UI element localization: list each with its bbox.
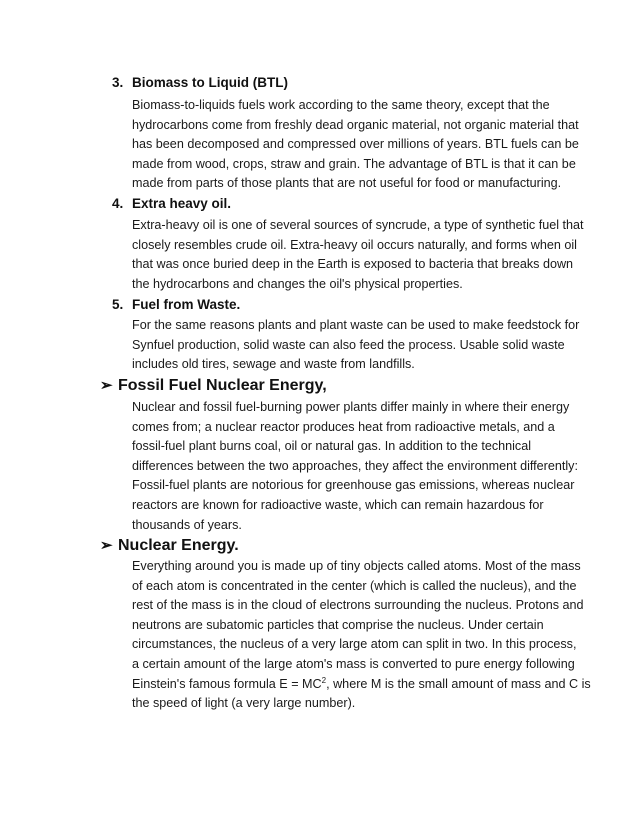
paragraph-line: the hydrocarbons and changes the oil's physical properties. xyxy=(132,276,463,291)
paragraph-line: comes from; a nuclear reactor produces heat from radioactive metals, and a xyxy=(132,419,555,434)
paragraph-line: Nuclear and fossil fuel-burning power plants differ mainly in where their energy xyxy=(132,400,570,414)
paragraph-line: rest of the mass is in the cloud of electrons surrounding the nucleus. Protons and xyxy=(132,598,584,613)
item-number: 4. xyxy=(112,196,124,211)
paragraph-line: the speed of light (a very large number). xyxy=(132,696,356,711)
paragraph-line: fossil-fuel plant burns coal, oil or natural gas. In addition to the technical xyxy=(132,439,532,454)
paragraph-line: includes old tires, sewage and waste from landfills. xyxy=(132,357,415,372)
item-number: 5. xyxy=(112,297,124,312)
item-paragraph-btl xyxy=(132,96,579,194)
paragraph-line: Fossil-fuel plants are notorious for greenhouse gas emissions, whereas nuclear xyxy=(132,478,575,493)
paragraph-line: reactors are known for radioactive waste, which can remain hazardous for xyxy=(132,497,544,512)
paragraph-line: of each atom is concentrated in the center (which is called the nucleus), and the xyxy=(132,578,577,593)
paragraph-line: made from wood, crops, straw and grain. The advantage of BTL is that it can be xyxy=(132,156,576,171)
paragraph-line: differences between the two approaches, they affect the environment differently: xyxy=(132,458,578,473)
arrow-bullet-icon: ➢ xyxy=(100,537,113,554)
paragraph-line: neutrons are subatomic particles that comprise the nucleus. Under certain xyxy=(132,617,544,632)
paragraph-line: closely resembles crude oil. Extra-heavy oil occurs naturally, and forms when oil xyxy=(132,237,577,252)
item-title: Biomass to Liquid (BTL) xyxy=(132,75,288,90)
item-title: Extra heavy oil. xyxy=(132,196,232,211)
formula-text-after: , where M is the small amount of mass and C is xyxy=(326,676,591,691)
item-number: 3. xyxy=(112,75,124,90)
section-heading-fossil-fuel-nuclear xyxy=(100,376,327,396)
paragraph-line: made from parts of those plants that are not useful for food or manufacturing. xyxy=(132,176,562,191)
item-title: Fuel from Waste. xyxy=(132,297,241,312)
formula-text: Einstein's famous formula E = MC xyxy=(132,676,322,691)
section-paragraph-fossil-fuel-nuclear xyxy=(132,398,578,535)
item-heading-extra-heavy-oil xyxy=(112,195,231,213)
paragraph-line: For the same reasons plants and plant waste can be used to make feedstock for xyxy=(132,318,580,332)
item-heading-btl xyxy=(112,74,288,92)
paragraph-line: Biomass-to-liquids fuels work according to the same theory, except that the xyxy=(132,98,550,112)
paragraph-line: Synfuel production, solid waste can also feed the process. Usable solid waste xyxy=(132,337,565,352)
item-paragraph-extra-heavy-oil xyxy=(132,216,584,294)
paragraph-line: hydrocarbons come from freshly dead organic material, not organic material that xyxy=(132,117,579,132)
paragraph-line: Everything around you is made up of tiny objects called atoms. Most of the mass xyxy=(132,559,581,573)
arrow-bullet-icon: ➢ xyxy=(100,377,113,394)
item-paragraph-fuel-from-waste xyxy=(132,316,580,375)
section-title: Fossil Fuel Nuclear Energy, xyxy=(118,377,327,394)
paragraph-line: a certain amount of the large atom's mass is converted to pure energy following xyxy=(132,656,575,671)
section-heading-nuclear-energy xyxy=(100,536,239,556)
paragraph-line: has been decomposed and compressed over millions of years. BTL fuels can be xyxy=(132,137,579,152)
section-title: Nuclear Energy. xyxy=(118,537,239,554)
formula-line xyxy=(132,675,591,695)
paragraph-line: Extra-heavy oil is one of several sources of syncrude, a type of synthetic fuel that xyxy=(132,218,584,232)
item-heading-fuel-from-waste xyxy=(112,296,240,314)
paragraph-line: circumstances, the nucleus of a very large atom can split in two. In this process, xyxy=(132,637,577,652)
paragraph-line: thousands of years. xyxy=(132,517,242,532)
formula-superscript: 2 xyxy=(321,675,327,685)
paragraph-line: that was once buried deep in the Earth is exposed to bacteria that breaks down xyxy=(132,257,574,272)
section-paragraph-nuclear-energy xyxy=(132,557,591,714)
